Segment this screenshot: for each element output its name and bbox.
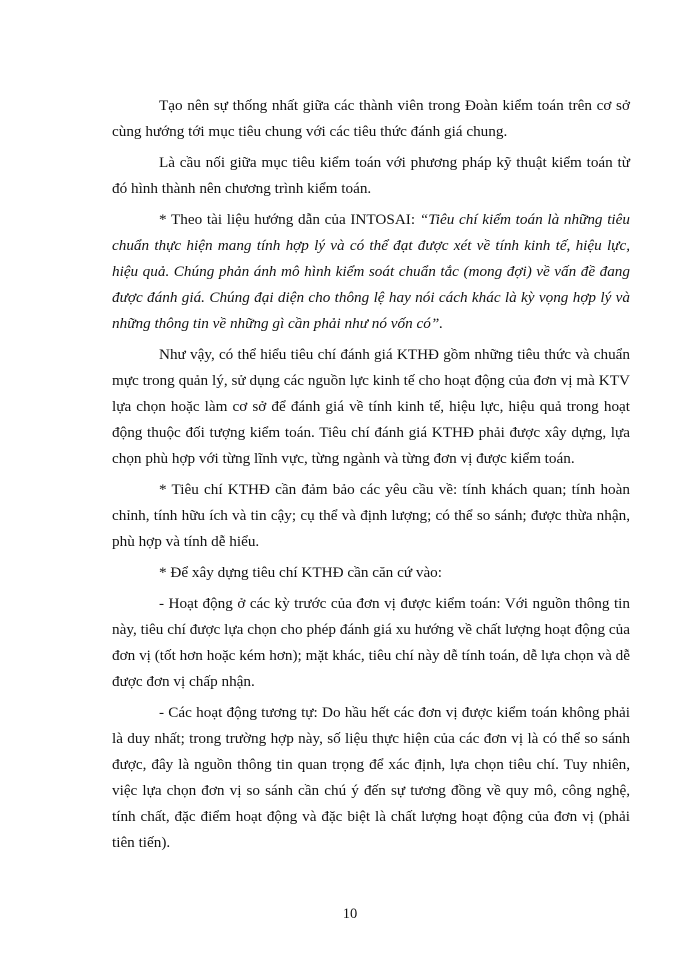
intosai-quote-text: “Tiêu chí kiểm toán là những tiêu chuẩn thực hiện mang tính hợp lý và có thể đạt được xét về tính kinh tế, hiệu lực, hiệu quả. Chúng phản ánh mô hình kiểm soát chuẩn tắc (mong đợi) về vấn đề đang được đánh giá. Chúng đại diện cho thông lệ hay nói cách khác là kỳ vọng hợp lý và những thông tin về những gì cần phải như nó vốn có”. [112, 211, 630, 332]
paragraph-7: - Hoạt động ở các kỳ trước của đơn vị được kiểm toán: Với nguồn thông tin này, tiêu chí được lựa chọn cho phép đánh giá xu hướng về chất lượng hoạt động của đơn vị (tốt hơn hoặc kém hơn); mặt khác, tiêu chí này dễ tính toán, dễ lựa chọn và dễ được đơn vị chấp nhận. [112, 595, 630, 690]
paragraph-2: Là cầu nối giữa mục tiêu kiểm toán với phương pháp kỹ thuật kiểm toán từ đó hình thành nên chương trình kiểm toán. [112, 154, 630, 197]
paragraph-intosai-quote [112, 207, 630, 337]
paragraph-4: Như vậy, có thể hiểu tiêu chí đánh giá KTHĐ gồm những tiêu thức và chuẩn mực trong quản lý, sử dụng các nguồn lực kinh tế cho hoạt động của đơn vị mà KTV lựa chọn hoặc làm cơ sở để đánh giá về tính kinh tế, hiệu lực, hiệu quả trong hoạt động thuộc đối tượng kiểm toán. Tiêu chí đánh giá KTHĐ phải được xây dựng, lựa chọn phù hợp với từng lĩnh vực, từng ngành và từng đơn vị được kiểm toán. [112, 346, 630, 467]
paragraph-6: * Để xây dựng tiêu chí KTHĐ cần căn cứ vào: [159, 564, 442, 581]
paragraph-5: * Tiêu chí KTHĐ cần đảm bảo các yêu cầu về: tính khách quan; tính hoàn chỉnh, tính hữu ích và tin cậy; cụ thể và định lượng; có thể so sánh; được thừa nhận, phù hợp và tính dễ hiểu. [112, 481, 630, 550]
page-number: 10 [342, 906, 358, 922]
intosai-lead: * Theo tài liệu hướng dẫn của INTOSAI: [159, 211, 420, 228]
body-text [112, 93, 630, 861]
paragraph-1: Tạo nên sự thống nhất giữa các thành viên trong Đoàn kiểm toán trên cơ sở cùng hướng tới mục tiêu chung với các tiêu thức đánh giá chung. [112, 97, 630, 140]
paragraph-8: - Các hoạt động tương tự: Do hầu hết các đơn vị được kiểm toán không phải là duy nhất; trong trường hợp này, số liệu thực hiện của các đơn vị là có thể so sánh được, đây là nguồn thông tin quan trọng để xác định, lựa chọn tiêu chí. Tuy nhiên, việc lựa chọn đơn vị so sánh cần chú ý đến sự tương đồng về quy mô, công nghệ, tính chất, đặc điểm hoạt động và đặc biệt là chất lượng hoạt động của đơn vị (phải tiên tiến). [112, 704, 630, 851]
